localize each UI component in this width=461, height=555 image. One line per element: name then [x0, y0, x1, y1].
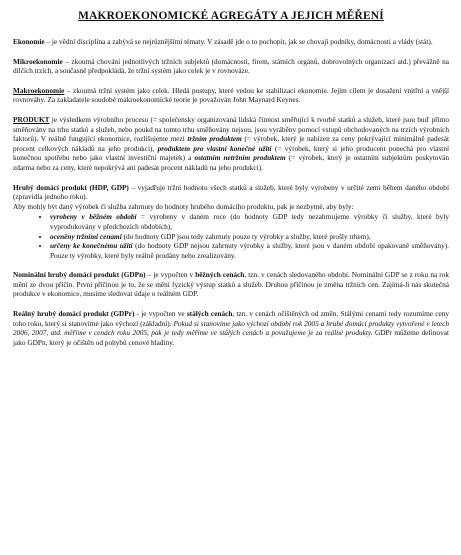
text-produkt-4: (= výrobek, který je ostatním subjektům poskytován zdarma nebo za ceny, které nepokrývá ani padesát procent nákladů na jeho produkci).	[13, 153, 449, 172]
list-item-text: = vyrobeny v daném roce (do hodnoty GDP tedy nezahrnujeme výrobky či služby, které byly vyprodukovány v předchozích obdobích),	[50, 212, 449, 231]
text-real-3: GDPr můžeme definovat jako GDPn, který je očištěn od pohybů cenové hladiny.	[13, 328, 449, 347]
list-item-em: určeny ke konečnému užití	[50, 241, 133, 251]
list-item	[50, 241, 449, 260]
term-nominalni-hdp: Nominální hrubý domácí produkt (GDPn)	[13, 270, 146, 280]
text-real-example: Pokud si stanovíme jako výchozí období rok 2005 a hrubé domácí produkty vytvořené v letech 2006, 2007, atd. měříme v cenách roku 2005, pak je tedy měříme ve stálých cenách a považujeme je za reálné produkty.	[13, 318, 449, 338]
term-makroekonomie: Makroekonomie	[13, 85, 65, 95]
paragraph-makroekonomie	[13, 86, 449, 105]
em-stale-ceny: stálých cenách	[186, 309, 233, 319]
text-makroekonomie: – zkoumá tržní systém jako celek. Hledá postupy, které vedou ke stabilizaci ekonomie. Jejím cílem je dosažení vnitřní a vnější rovnováhy. Za zakladatele soudobé makroekonomické teorie je považován John Maynard Keynes.	[13, 85, 449, 105]
paragraph-ekonomie	[13, 37, 449, 47]
text-ekonomie: – je vědní disciplína a zabývá se nejrůznějšími tématy. V zásadě jde o to pochopit, jak se chovají podniky, domácnosti a vlády (stát).	[44, 37, 433, 46]
text-nominal-1: – je vypočten v	[145, 270, 196, 280]
text-hdp-1: – vyjadřuje tržní hodnotu všech statků a služeb, které byly vyrobeny v určité zemi během daného období (zpravidla jednoho roku).	[13, 182, 449, 202]
list-item-text: (do hodnoty GDP jsou tedy zahrnuty pouze ty výrobky a služby, které prošly trhem),	[121, 231, 371, 241]
term-produkt: PRODUKT	[13, 114, 50, 124]
list-item	[50, 232, 449, 242]
page-title: MAKROEKONOMICKÉ AGREGÁTY A JEJICH MĚŘENÍ	[78, 10, 384, 22]
list-item-em: vyrobeny v běžném období	[50, 212, 137, 222]
term-mikroekonomie: Mikroekonomie	[13, 56, 63, 66]
list-item-em: oceněny tržními cenami	[50, 231, 122, 241]
term-ekonomie: Ekonomie	[13, 37, 45, 46]
em-produkt-vlastni-uziti: produktem pro vlastní konečné užití	[157, 143, 272, 153]
em-trzni-produkt: tržním produktem	[187, 134, 242, 144]
paragraph-nominalni-hdp	[13, 270, 449, 299]
hdp-conditions-list	[13, 212, 449, 260]
em-ostatni-netrzni-produkt: ostatním netržním produktem	[194, 153, 286, 163]
paragraph-produkt	[13, 115, 449, 173]
text-produkt-1: je výsledkem výrobního procesu (= společensky organizovaná lidská činnost směřující k tvorbě statků a služeb, které jsou buď přímo směňovány na trhu statků a služeb, nebo poukd na tomto trhu směňovány nejsou, jsou vyráběny pomocí vstupů obchodovaných na trzích výrobních faktorů). V reálně fungující ekonomice, rozlišujeme mezi	[13, 114, 449, 144]
text-mikroekonomie: – zkoumá chování jednotlivých tržních subjektů (domácností, firem, státních orgánů, dobrovolných organizací atd.) převážně na dílčích trzích, a současně předpokládá, že tržní systém jako celek je v rovnováze.	[13, 56, 449, 76]
list-item-text: (do hodnoty GDP nejsou zahrnuty výrobky a služby, které jsou v daném období opakovaně směňovány). Pouze ty výrobky, které byly reálně prodány nebo zrealizovány.	[50, 241, 449, 260]
text-real-1: - je vypočten ve	[134, 309, 187, 319]
text-nominal-2: , tzn. v cenách sledovaného období. Nominální GDP se z roku na rok mění ze dvou příčin. První příčinou je to, že se mění fyzický výstup statků a služeb. Druhou příčinou je změna tržních cen. Zajímá-li nás skutečná produkce v ekonomice, musíme sledovat údaje o reálném GDP.	[13, 270, 449, 299]
em-bezne-ceny: běžných cenách	[195, 270, 245, 280]
paragraph-realny-hdp	[13, 309, 449, 347]
list-item	[50, 212, 449, 231]
text-produkt-3: (= výrobek, který si jeho producent ponechá pro vlastní konečnou spotřebu nebo jako vlastní investiční majetek) a	[13, 143, 449, 163]
text-hdp-2: Aby mohly být daný výrobek či služba zahrnuty do hodnoty hrubého domácího produktu, pak je nezbytné, aby byly:	[13, 201, 354, 211]
paragraph-mikroekonomie	[13, 57, 449, 76]
paragraph-hdp	[13, 183, 449, 212]
term-realny-hdp: Reálný hrubý domácí produkt (GDPr)	[13, 309, 135, 319]
text-produkt-2: (= výrobek, který je nabízen za ceny pokrývající minimálně padesát procent celkových nákladů na jeho produkci),	[13, 134, 449, 153]
term-hdp: Hrubý domácí produkt (HDP, GDP)	[13, 182, 129, 192]
text-real-2: , tzn. v cenách očištěných od změn. Stálými cenami tedy rozumíme ceny toho roku, který si stanovíme jako výchozí (základní).	[13, 309, 450, 328]
